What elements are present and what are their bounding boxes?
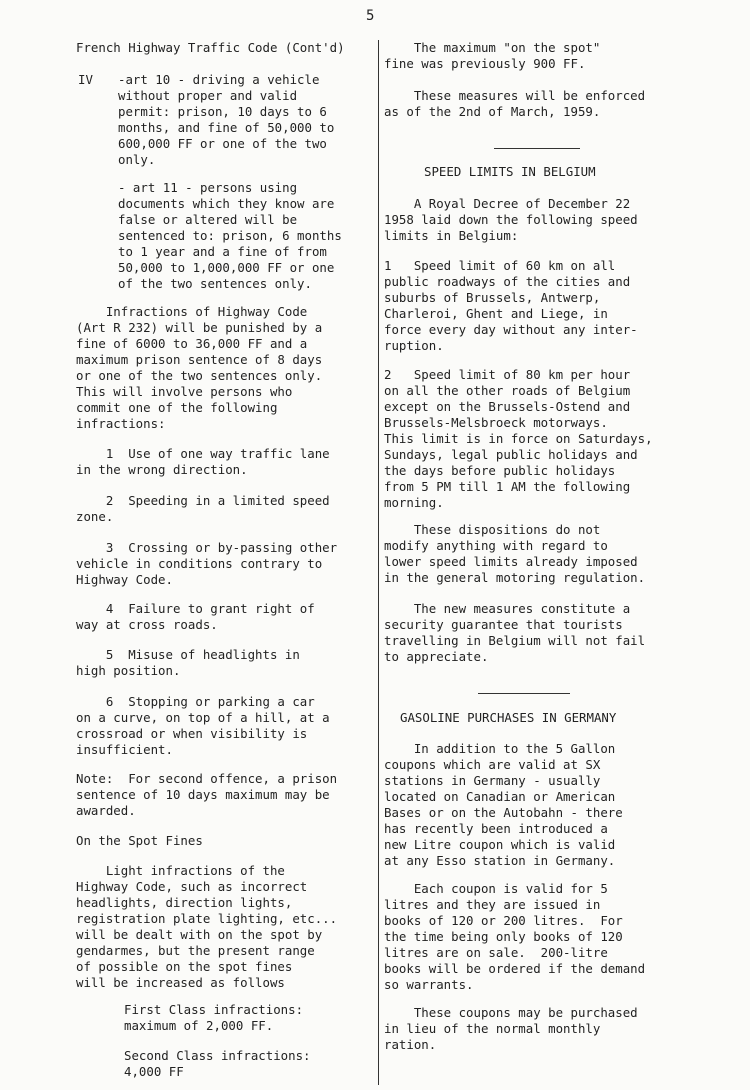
text-line: 3 Crossing or by-passing other: [76, 540, 338, 555]
text-line: headlights, direction lights,: [76, 895, 293, 910]
text-line: fine was previously 900 FF.: [384, 56, 586, 71]
first-class-fines: [124, 1002, 303, 1034]
text-line: has recently been introduced a: [384, 821, 608, 836]
text-line: Charleroi, Ghent and Liege, in: [384, 306, 608, 321]
text-line: commit one of the following: [76, 400, 278, 415]
text-line: will be increased as follows: [76, 975, 285, 990]
speed-limit-1: [384, 258, 638, 354]
text-line: crossroad or when visibility is: [76, 726, 308, 741]
text-line: the days before public holidays: [384, 463, 616, 478]
text-line: travelling in Belgium will not fail: [384, 633, 646, 648]
text-line: Infractions of Highway Code: [76, 304, 308, 319]
text-line: located on Canadian or American: [384, 789, 616, 804]
text-line: -art 10 - driving a vehicle: [118, 72, 320, 87]
text-line: Sundays, legal public holidays and: [384, 447, 638, 462]
gasoline-intro: [384, 741, 623, 869]
text-line: fine of 6000 to 36,000 FF and a: [76, 336, 308, 351]
text-line: 1 Use of one way traffic lane: [76, 446, 330, 461]
new-measures-paragraph: [384, 601, 645, 665]
text-line: In addition to the 5 Gallon: [384, 741, 616, 756]
spot-fines-paragraph: [76, 863, 337, 991]
infraction-item-3: [76, 540, 337, 588]
text-line: so warrants.: [384, 977, 474, 992]
text-line: 2 Speeding in a limited speed: [76, 493, 330, 508]
text-line: sentenced to: prison, 6 months: [118, 228, 342, 243]
text-line: the time being only books of 120: [384, 929, 623, 944]
text-line: This will involve persons who: [76, 384, 293, 399]
text-line: Bases or on the Autobahn - there: [384, 805, 623, 820]
text-line: insufficient.: [76, 742, 173, 757]
text-line: Second Class infractions:: [124, 1048, 311, 1063]
text-line: 4,000 FF: [124, 1064, 184, 1079]
text-line: maximum of 2,000 FF.: [124, 1018, 274, 1033]
text-line: force every day without any inter-: [384, 322, 638, 337]
text-line: 4 Failure to grant right of: [76, 601, 315, 616]
text-line: limits in Belgium:: [384, 228, 519, 243]
infraction-item-4: [76, 601, 315, 633]
art10-paragraph: [118, 72, 334, 168]
text-line: new Litre coupon which is valid: [384, 837, 616, 852]
text-line: sentence of 10 days maximum may be: [76, 787, 330, 802]
text-line: in lieu of the normal monthly: [384, 1021, 601, 1036]
text-line: books will be ordered if the demand: [384, 961, 646, 976]
text-line: These dispositions do not: [384, 522, 601, 537]
text-line: ration.: [384, 1037, 437, 1052]
gasoline-heading: GASOLINE PURCHASES IN GERMANY: [400, 710, 617, 725]
text-line: permit: prison, 10 days to 6: [118, 104, 327, 119]
left-heading: French Highway Traffic Code (Cont'd): [76, 40, 345, 55]
note-paragraph: [76, 771, 337, 819]
text-line: 50,000 to 1,000,000 FF or one: [118, 260, 335, 275]
text-line: coupons which are valid at SX: [384, 757, 601, 772]
text-line: except on the Brussels-Ostend and: [384, 399, 631, 414]
text-line: will be dealt with on the spot by: [76, 927, 323, 942]
text-line: high position.: [76, 663, 181, 678]
section-rule: [494, 148, 580, 149]
text-line: of the two sentences only.: [118, 276, 312, 291]
text-line: litres are on sale. 200-litre: [384, 945, 608, 960]
text-line: public roadways of the cities and: [384, 274, 631, 289]
art11-paragraph: [118, 180, 342, 292]
text-line: vehicle in conditions contrary to: [76, 556, 323, 571]
text-line: 600,000 FF or one of the two: [118, 136, 327, 151]
second-class-fines: [124, 1048, 311, 1080]
text-line: 1958 laid down the following speed: [384, 212, 638, 227]
coupon-info-paragraph: [384, 881, 645, 993]
text-line: to 1 year and a fine of from: [118, 244, 327, 259]
text-line: 6 Stopping or parking a car: [76, 694, 315, 709]
text-line: 2 Speed limit of 80 km per hour: [384, 367, 631, 382]
infraction-item-6: [76, 694, 330, 758]
text-line: maximum prison sentence of 8 days: [76, 352, 323, 367]
text-line: The new measures constitute a: [384, 601, 631, 616]
text-line: gendarmes, but the present range: [76, 943, 315, 958]
text-line: months, and fine of 50,000 to: [118, 120, 335, 135]
belgium-intro: [384, 196, 638, 244]
text-line: First Class infractions:: [124, 1002, 304, 1017]
text-line: as of the 2nd of March, 1959.: [384, 104, 601, 119]
section-rule-2: [478, 693, 570, 694]
text-line: books of 120 or 200 litres. For: [384, 913, 623, 928]
infractions-paragraph: [76, 304, 322, 432]
text-line: Note: For second offence, a prison: [76, 771, 338, 786]
infraction-item-2: [76, 493, 330, 525]
text-line: or one of the two sentences only.: [76, 368, 323, 383]
infraction-item-1: [76, 446, 330, 478]
text-line: Each coupon is valid for 5: [384, 881, 608, 896]
text-line: only.: [118, 152, 156, 167]
text-line: - art 11 - persons using: [118, 180, 298, 195]
column-divider: [378, 40, 379, 1085]
text-line: on all the other roads of Belgium: [384, 383, 631, 398]
text-line: morning.: [384, 495, 444, 510]
text-line: at any Esso station in Germany.: [384, 853, 616, 868]
text-line: 1 Speed limit of 60 km on all: [384, 258, 616, 273]
spot-fines-heading: On the Spot Fines: [76, 833, 203, 848]
text-line: of possible on the spot fines: [76, 959, 293, 974]
belgium-heading: SPEED LIMITS IN BELGIUM: [424, 164, 596, 179]
text-line: This limit is in force on Saturdays,: [384, 431, 653, 446]
text-line: 5 Misuse of headlights in: [76, 647, 300, 662]
max-fine-paragraph: [384, 40, 600, 72]
text-line: (Art R 232) will be punished by a: [76, 320, 323, 335]
text-line: Light infractions of the: [76, 863, 285, 878]
text-line: suburbs of Brussels, Antwerp,: [384, 290, 601, 305]
text-line: infractions:: [76, 416, 166, 431]
speed-limit-2: [384, 367, 653, 511]
text-line: security guarantee that tourists: [384, 617, 623, 632]
text-line: modify anything with regard to: [384, 538, 608, 553]
enforced-paragraph: [384, 88, 645, 120]
dispositions-paragraph: [384, 522, 645, 586]
text-line: zone.: [76, 509, 114, 524]
text-line: false or altered will be: [118, 212, 298, 227]
text-line: lower speed limits already imposed: [384, 554, 638, 569]
text-line: litres and they are issued in: [384, 897, 601, 912]
text-line: awarded.: [76, 803, 136, 818]
text-line: ruption.: [384, 338, 444, 353]
text-line: without proper and valid: [118, 88, 298, 103]
text-line: These coupons may be purchased: [384, 1005, 638, 1020]
text-line: in the general motoring regulation.: [384, 570, 646, 585]
text-line: in the wrong direction.: [76, 462, 248, 477]
text-line: way at cross roads.: [76, 617, 218, 632]
purchase-paragraph: [384, 1005, 638, 1053]
text-line: These measures will be enforced: [384, 88, 646, 103]
text-line: documents which they know are: [118, 196, 335, 211]
page-number: 5: [366, 8, 375, 24]
text-line: to appreciate.: [384, 649, 489, 664]
text-line: A Royal Decree of December 22: [384, 196, 631, 211]
text-line: Highway Code, such as incorrect: [76, 879, 308, 894]
text-line: Brussels-Melsbroeck motorways.: [384, 415, 608, 430]
text-line: Highway Code.: [76, 572, 173, 587]
text-line: The maximum "on the spot": [384, 40, 601, 55]
infraction-item-5: [76, 647, 300, 679]
text-line: on a curve, on top of a hill, at a: [76, 710, 330, 725]
text-line: from 5 PM till 1 AM the following: [384, 479, 631, 494]
roman-numeral: IV: [78, 72, 93, 87]
text-line: registration plate lighting, etc...: [76, 911, 338, 926]
text-line: stations in Germany - usually: [384, 773, 601, 788]
